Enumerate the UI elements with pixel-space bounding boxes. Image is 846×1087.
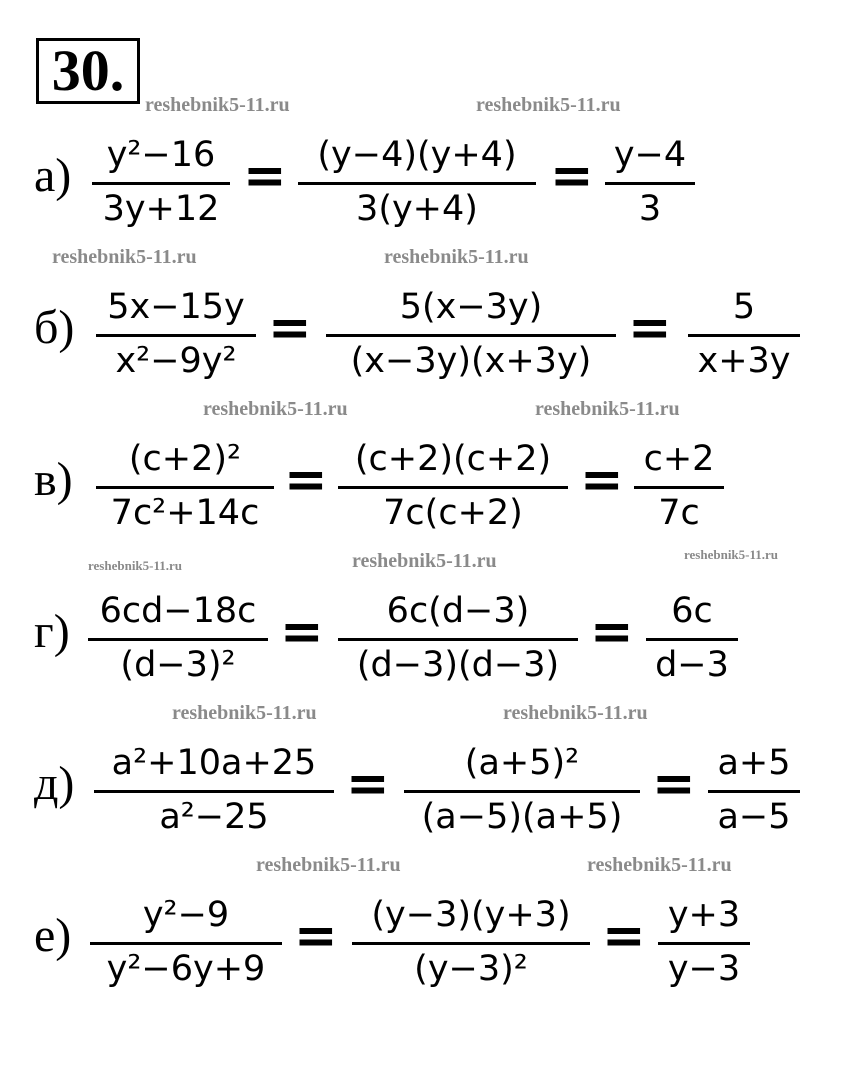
watermark: reshebnik5-11.ru (587, 854, 732, 876)
equals-sign: = (602, 906, 646, 966)
watermark: reshebnik5-11.ru (384, 246, 529, 268)
row-label: д) (34, 757, 75, 810)
fraction-bar (658, 942, 750, 945)
denominator: (d−3)² (120, 645, 236, 685)
fraction-bar (92, 182, 230, 185)
watermark: reshebnik5-11.ru (535, 398, 680, 420)
numerator: (y−4)(y+4) (317, 135, 517, 175)
equals-sign: = (280, 602, 324, 662)
fraction-factored (298, 132, 536, 242)
numerator: (c+2)² (128, 439, 242, 479)
denominator: x+3y (697, 341, 791, 381)
watermark: reshebnik5-11.ru (145, 94, 290, 116)
fraction-result (688, 284, 800, 394)
equals-sign: = (346, 754, 390, 814)
fraction-bar (96, 486, 274, 489)
equals-sign: = (580, 450, 624, 510)
equals-sign: = (243, 146, 287, 206)
fraction-bar (404, 790, 640, 793)
problem-number: 30. (36, 38, 140, 104)
equals-sign: = (268, 298, 312, 358)
fraction-bar (88, 638, 268, 641)
fraction-bar (90, 942, 282, 945)
numerator: 6cd−18c (99, 591, 257, 631)
denominator: (a−5)(a+5) (421, 797, 623, 837)
numerator: c+2 (643, 439, 715, 479)
fraction-factored (338, 588, 578, 698)
equals-sign: = (590, 602, 634, 662)
fraction-bar (338, 638, 578, 641)
fraction-bar (634, 486, 724, 489)
numerator: a²+10a+25 (111, 743, 317, 783)
numerator: y²−16 (106, 135, 216, 175)
fraction-bar (326, 334, 616, 337)
fraction-bar (646, 638, 738, 641)
equation-row-e (0, 892, 846, 1002)
denominator: (x−3y)(x+3y) (350, 341, 592, 381)
watermark: reshebnik5-11.ru (172, 702, 317, 724)
equation-row-b (0, 284, 846, 394)
denominator: a−5 (717, 797, 791, 837)
numerator: y−4 (613, 135, 687, 175)
numerator: y+3 (667, 895, 741, 935)
denominator: 3(y+4) (356, 189, 478, 229)
fraction-original (96, 284, 256, 394)
fraction-original (92, 132, 230, 242)
fraction-original (96, 436, 274, 546)
watermark: reshebnik5-11.ru (256, 854, 401, 876)
watermark: reshebnik5-11.ru (203, 398, 348, 420)
numerator: 5(x−3y) (399, 287, 543, 327)
fraction-original (88, 588, 268, 698)
equation-row-a (0, 132, 846, 242)
fraction-factored (404, 740, 640, 850)
fraction-bar (352, 942, 590, 945)
row-label: г) (34, 605, 70, 658)
denominator: 3 (638, 189, 662, 229)
equals-sign: = (628, 298, 672, 358)
row-label: а) (34, 149, 72, 202)
denominator: (y−3)² (414, 949, 528, 989)
fraction-factored (338, 436, 568, 546)
fraction-bar (298, 182, 536, 185)
denominator: y²−6y+9 (106, 949, 266, 989)
fraction-original (90, 892, 282, 1002)
numerator: a+5 (717, 743, 791, 783)
fraction-bar (708, 790, 800, 793)
watermark: reshebnik5-11.ru (684, 547, 779, 562)
denominator: (d−3)(d−3) (356, 645, 560, 685)
fraction-factored (352, 892, 590, 1002)
numerator: 6c (671, 591, 713, 631)
numerator: 5 (732, 287, 756, 327)
denominator: 3y+12 (102, 189, 220, 229)
numerator: 6c(d−3) (386, 591, 530, 631)
fraction-bar (605, 182, 695, 185)
numerator: (y−3)(y+3) (371, 895, 571, 935)
fraction-bar (94, 790, 334, 793)
denominator: d−3 (655, 645, 729, 685)
denominator: 7c²+14c (110, 493, 260, 533)
row-label: в) (34, 453, 73, 506)
numerator: 5x−15y (107, 287, 245, 327)
denominator: 7c(c+2) (383, 493, 523, 533)
numerator: (c+2)(c+2) (354, 439, 552, 479)
numerator: (a+5)² (464, 743, 580, 783)
fraction-bar (338, 486, 568, 489)
fraction-result (634, 436, 724, 546)
watermark: reshebnik5-11.ru (352, 550, 497, 572)
numerator: y²−9 (142, 895, 230, 935)
fraction-factored (326, 284, 616, 394)
denominator: y−3 (667, 949, 741, 989)
watermark: reshebnik5-11.ru (503, 702, 648, 724)
equation-row-d (0, 740, 846, 850)
watermark: reshebnik5-11.ru (52, 246, 197, 268)
equals-sign: = (284, 450, 328, 510)
equation-row-v (0, 436, 846, 546)
denominator: a²−25 (159, 797, 269, 837)
denominator: x²−9y² (115, 341, 237, 381)
equation-row-g (0, 588, 846, 698)
watermark: reshebnik5-11.ru (88, 558, 183, 573)
fraction-bar (96, 334, 256, 337)
fraction-bar (688, 334, 800, 337)
fraction-result (708, 740, 800, 850)
equals-sign: = (652, 754, 696, 814)
fraction-result (605, 132, 695, 242)
fraction-result (646, 588, 738, 698)
watermark: reshebnik5-11.ru (476, 94, 621, 116)
equals-sign: = (550, 146, 594, 206)
denominator: 7c (658, 493, 700, 533)
equals-sign: = (294, 906, 338, 966)
fraction-original (94, 740, 334, 850)
fraction-result (658, 892, 750, 1002)
row-label: б) (34, 301, 75, 354)
row-label: е) (34, 909, 72, 962)
